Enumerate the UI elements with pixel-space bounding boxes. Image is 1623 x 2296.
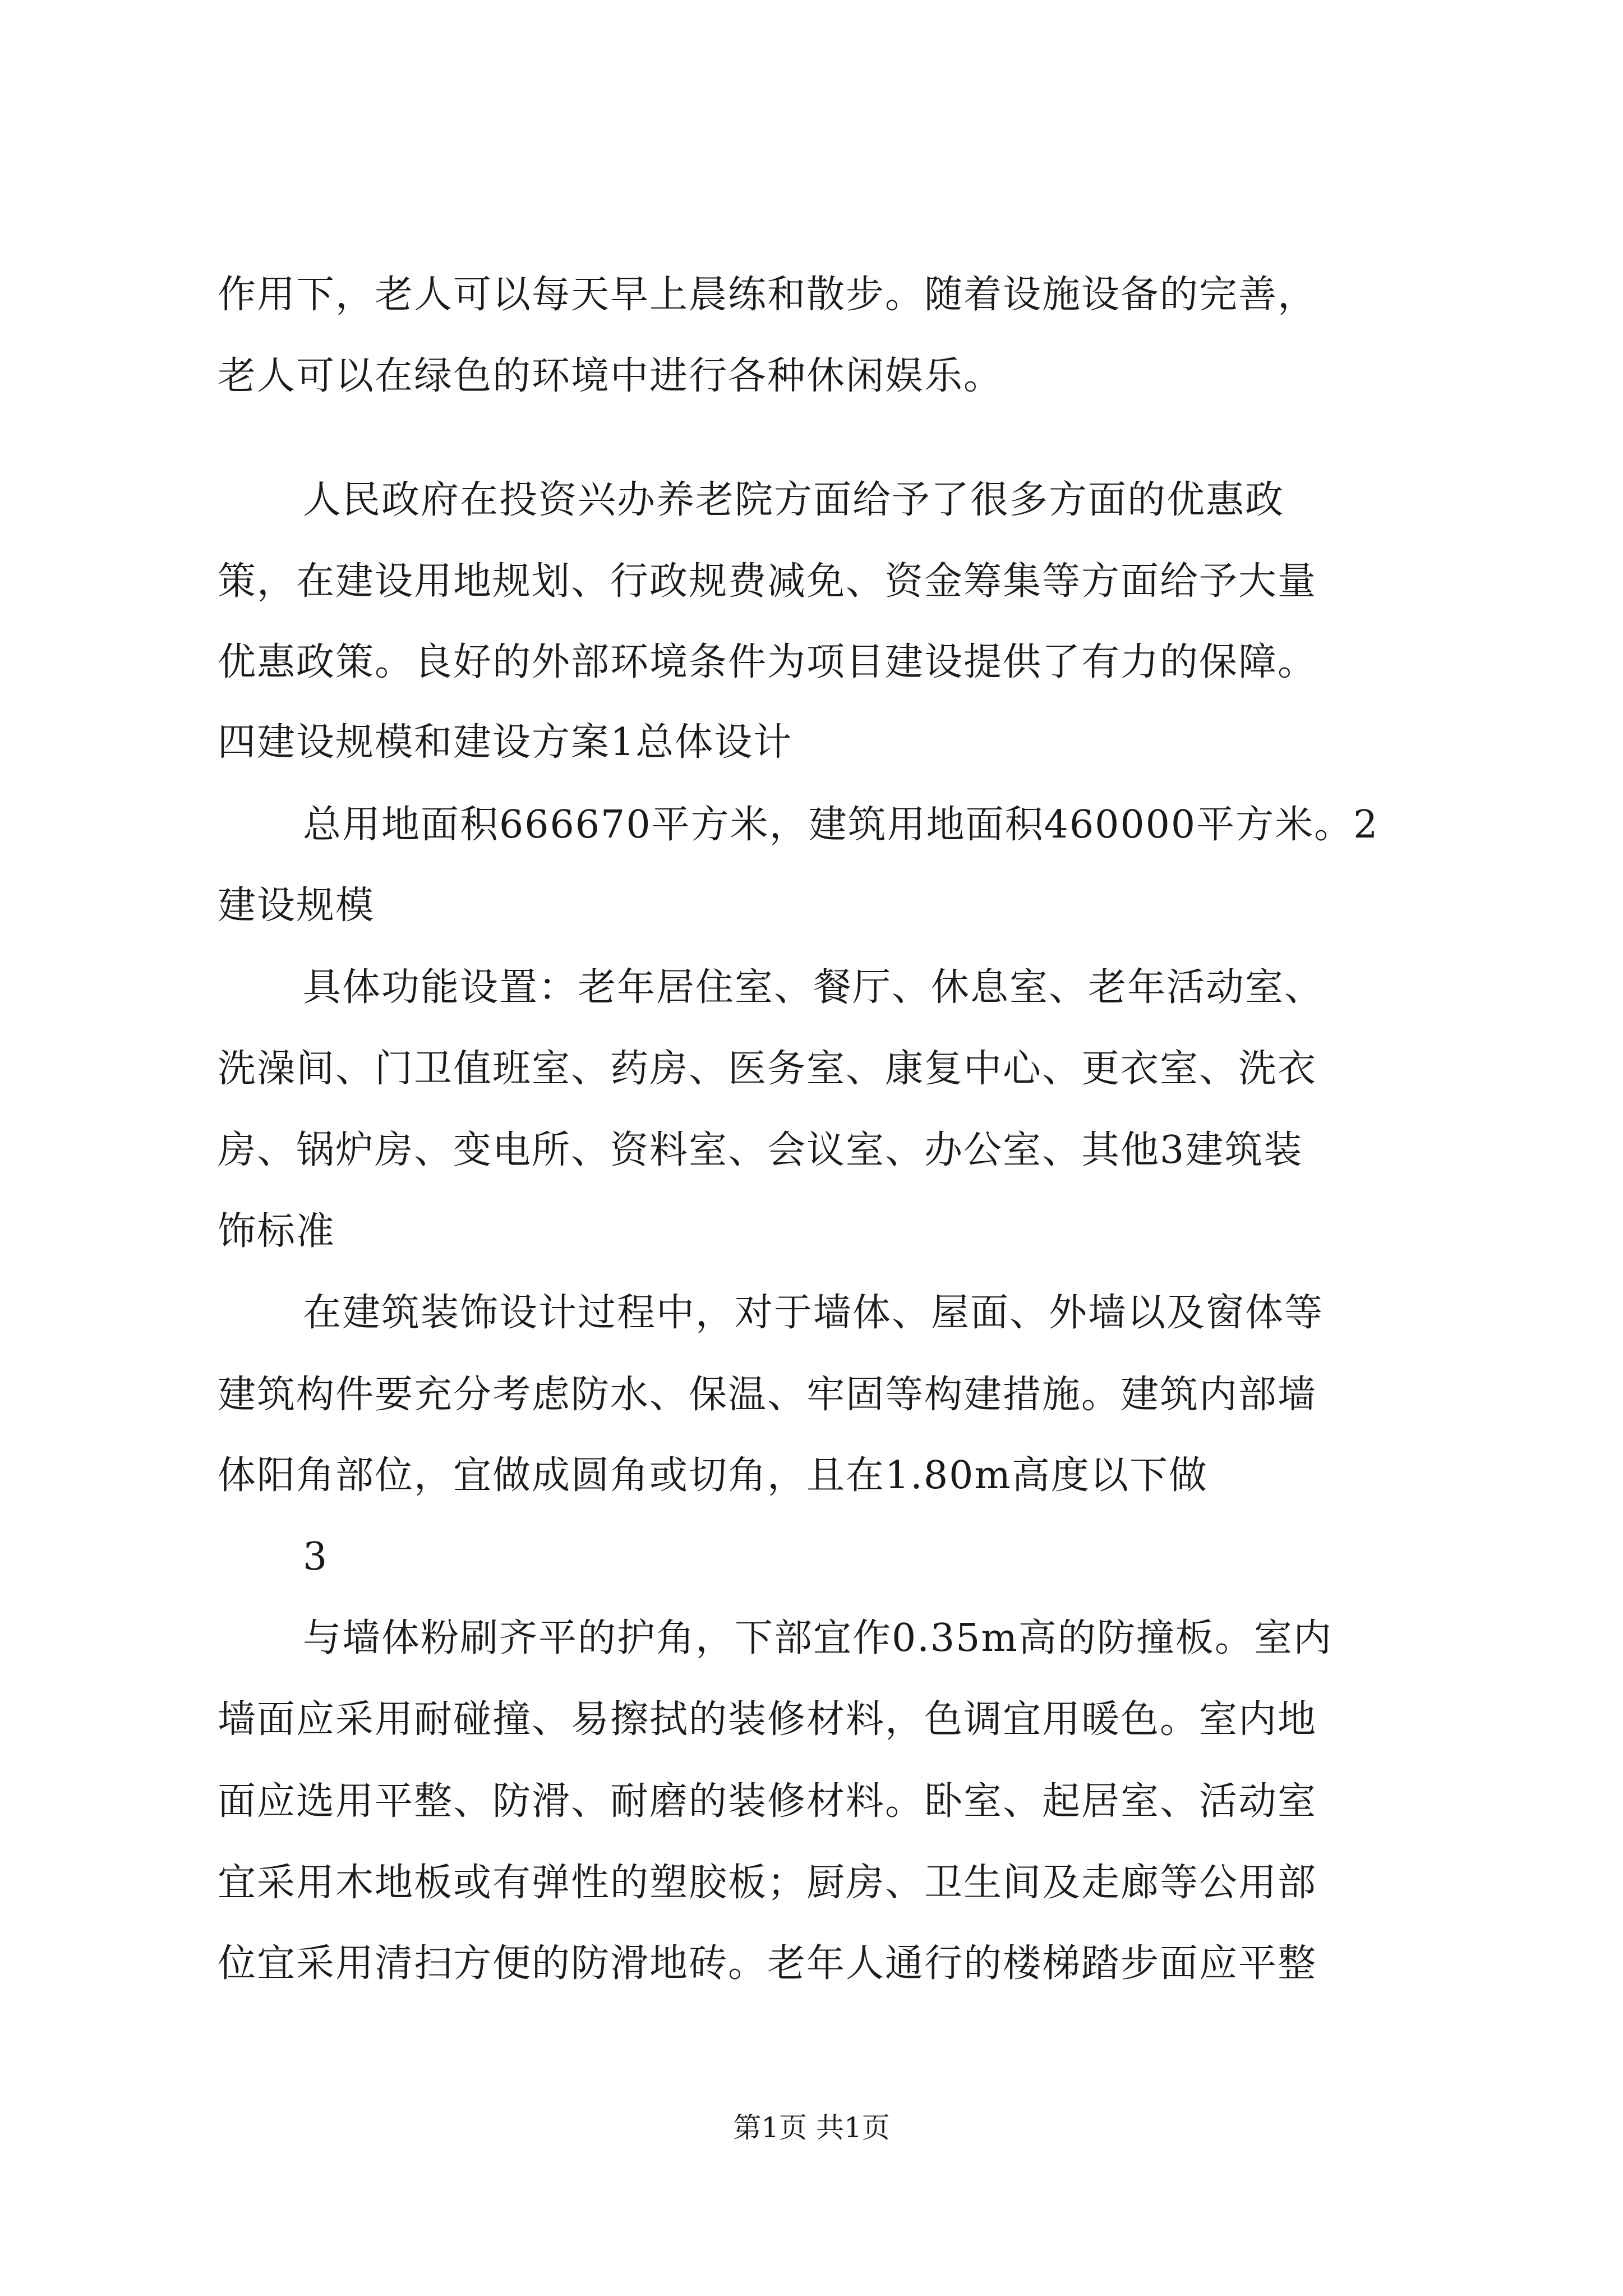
text-line: 优惠政策。良好的外部环境条件为项目建设提供了有力的保障。 — [218, 640, 1317, 684]
text-line: 位宜采用清扫方便的防滑地砖。老年人通行的楼梯踏步面应平整 — [218, 1941, 1317, 1986]
text-line: 老人可以在绿色的环境中进行各种休闲娱乐。 — [218, 354, 1003, 398]
text-line: 建筑构件要充分考虑防水、保温、牢固等构建措施。建筑内部墙 — [218, 1373, 1317, 1417]
text-line: 具体功能设置：老年居住室、餐厅、休息室、老年活动室、 — [303, 965, 1324, 1010]
text-line: 体阳角部位，宜做成圆角或切角，且在1.80m高度以下做 — [218, 1453, 1208, 1498]
text-line: 人民政府在投资兴办养老院方面给予了很多方面的优惠政 — [303, 478, 1285, 522]
text-line: 房、锅炉房、变电所、资料室、会议室、办公室、其他3建筑装 — [218, 1128, 1303, 1172]
section-heading: 四建设规模和建设方案1总体设计 — [218, 720, 793, 765]
page-footer: 第1页 共1页 — [733, 2111, 890, 2144]
text-line: 宜采用木地板或有弹性的塑胶板；厨房、卫生间及走廊等公用部 — [218, 1861, 1317, 1905]
text-line: 与墙体粉刷齐平的护角，下部宜作0.35m高的防撞板。室内 — [303, 1616, 1332, 1660]
text-line: 面应选用平整、防滑、耐磨的装修材料。卧室、起居室、活动室 — [218, 1779, 1317, 1824]
text-line: 洗澡间、门卫值班室、药房、医务室、康复中心、更衣室、洗衣 — [218, 1047, 1317, 1091]
text-line: 建设规模 — [218, 884, 375, 928]
text-line: 作用下，老人可以每天早上晨练和散步。随着设施设备的完善， — [218, 273, 1317, 317]
text-line: 策，在建设用地规划、行政规费减免、资金筹集等方面给予大量 — [218, 559, 1317, 604]
text-line: 墙面应采用耐碰撞、易擦拭的装修材料，色调宜用暖色。室内地 — [218, 1697, 1317, 1742]
text-line: 在建筑装饰设计过程中，对于墙体、屋面、外墙以及窗体等 — [303, 1291, 1324, 1335]
text-line: 总用地面积666670平方米，建筑用地面积460000平方米。2 — [303, 803, 1379, 847]
page-marker: 3 — [303, 1535, 329, 1579]
text-line: 饰标准 — [218, 1209, 336, 1254]
